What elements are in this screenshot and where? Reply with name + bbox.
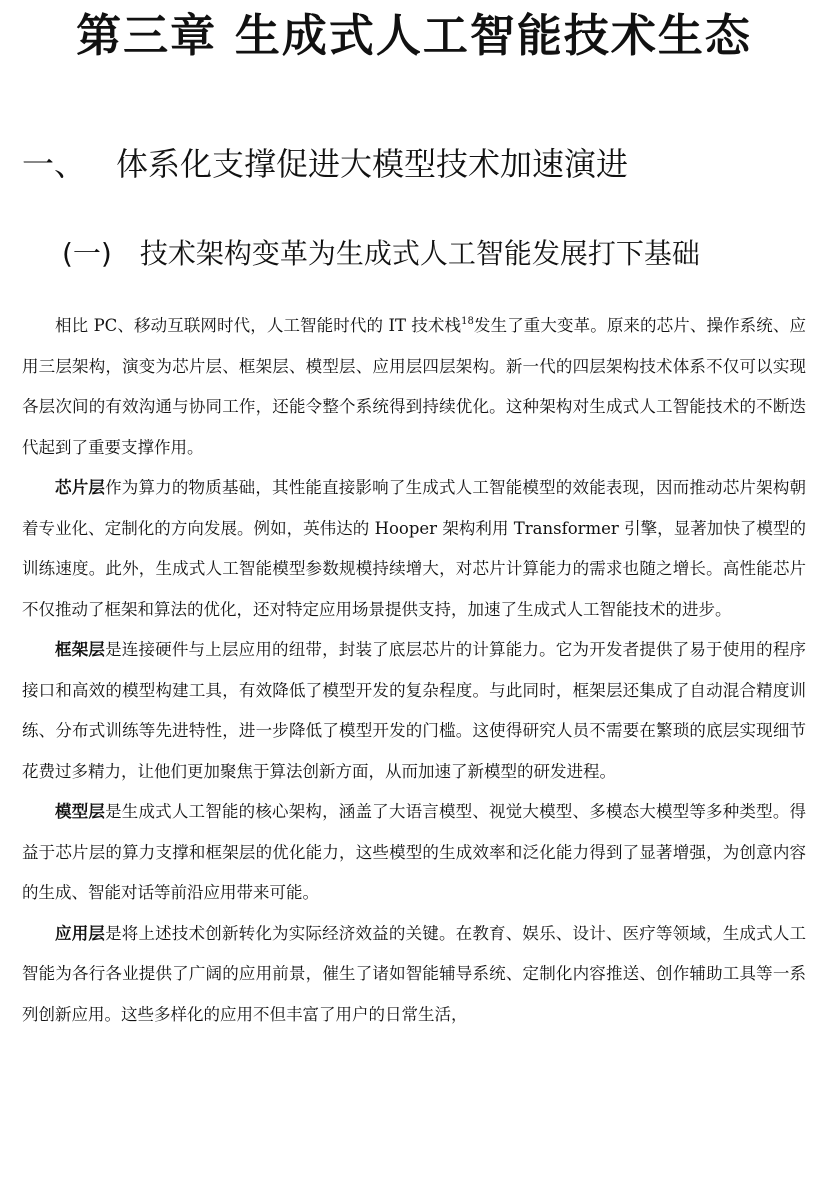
paragraph-text: 是将上述技术创新转化为实际经济效益的关键。在教育、娱乐、设计、医疗等领域，生成式人工智能为各行各业提供了广阔的应用前景，催生了诸如智能辅导系统、定制化内容推送、创作辅助工具等一系列创新应用。这些多样化的应用不但丰富了用户的日常生活， bbox=[22, 923, 807, 1024]
paragraph-text: 相比 PC、移动互联网时代，人工智能时代的 IT 技术栈 bbox=[55, 316, 462, 335]
footnote-ref[interactable]: 18 bbox=[461, 316, 474, 327]
paragraph-application-layer bbox=[22, 914, 806, 1036]
chapter-title: 第三章 生成式人工智能技术生态 bbox=[76, 9, 752, 62]
paragraph-lead: 芯片层 bbox=[55, 478, 106, 497]
section-number: 一、 bbox=[22, 145, 87, 183]
paragraph-lead: 应用层 bbox=[55, 923, 106, 943]
body-text bbox=[22, 306, 806, 1035]
section-heading bbox=[22, 140, 628, 188]
paragraph-text: 作为算力的物质基础，其性能直接影响了生成式人工智能模型的效能表现，因而推动芯片架构朝着专业化、定制化的方向发展。例如，英伟达的 Hooper 架构利用 Transformer 引擎，显著加快了模型的训练速度。此外，生成式人工智能模型参数规模持续增大，对芯片计算能力的需求也随之增长。高性能芯片不仅推动了框架和算法的优化，还对特定应用场景提供支持，加速了生成式人工智能技术的进步。 bbox=[22, 478, 807, 619]
paragraph-intro bbox=[22, 306, 806, 468]
subsection-number: (一) bbox=[62, 237, 112, 270]
paragraph-text: 是连接硬件与上层应用的纽带，封装了底层芯片的计算能力。它为开发者提供了易于使用的程序接口和高效的模型构建工具，有效降低了模型开发的复杂程度。与此同时，框架层还集成了自动混合精度训练、分布式训练等先进特性，进一步降低了模型开发的门槛。这使得研究人员不需要在繁琐的底层实现细节花费过多精力，让他们更加聚焦于算法创新方面，从而加速了新模型的研发进程。 bbox=[22, 640, 807, 781]
section-title: 体系化支撑促进大模型技术加速演进 bbox=[116, 145, 629, 183]
paragraph-chip-layer bbox=[22, 468, 806, 630]
paragraph-text: 是生成式人工智能的核心架构，涵盖了大语言模型、视觉大模型、多模态大模型等多种类型。得益于芯片层的算力支撑和框架层的优化能力，这些模型的生成效率和泛化能力得到了显著增强，为创意内容的生成、智能对话等前沿应用带来可能。 bbox=[22, 802, 807, 902]
paragraph-text: 发生了重大变革。原来的芯片、操作系统、应用三层架构，演变为芯片层、框架层、模型层、应用层四层架构。新一代的四层架构技术体系不仅可以实现各层次间的有效沟通与协同工作，还能令整个系统得到持续优化。这种架构对生成式人工智能技术的不断迭代起到了重要支撑作用。 bbox=[22, 316, 806, 457]
paragraph-lead: 模型层 bbox=[55, 802, 106, 821]
subsection-title: 技术架构变革为生成式人工智能发展打下基础 bbox=[139, 237, 700, 270]
paragraph-model-layer bbox=[22, 792, 806, 914]
paragraph-lead: 框架层 bbox=[55, 640, 106, 659]
paragraph-framework-layer bbox=[22, 630, 806, 792]
subsection-heading bbox=[62, 232, 700, 276]
